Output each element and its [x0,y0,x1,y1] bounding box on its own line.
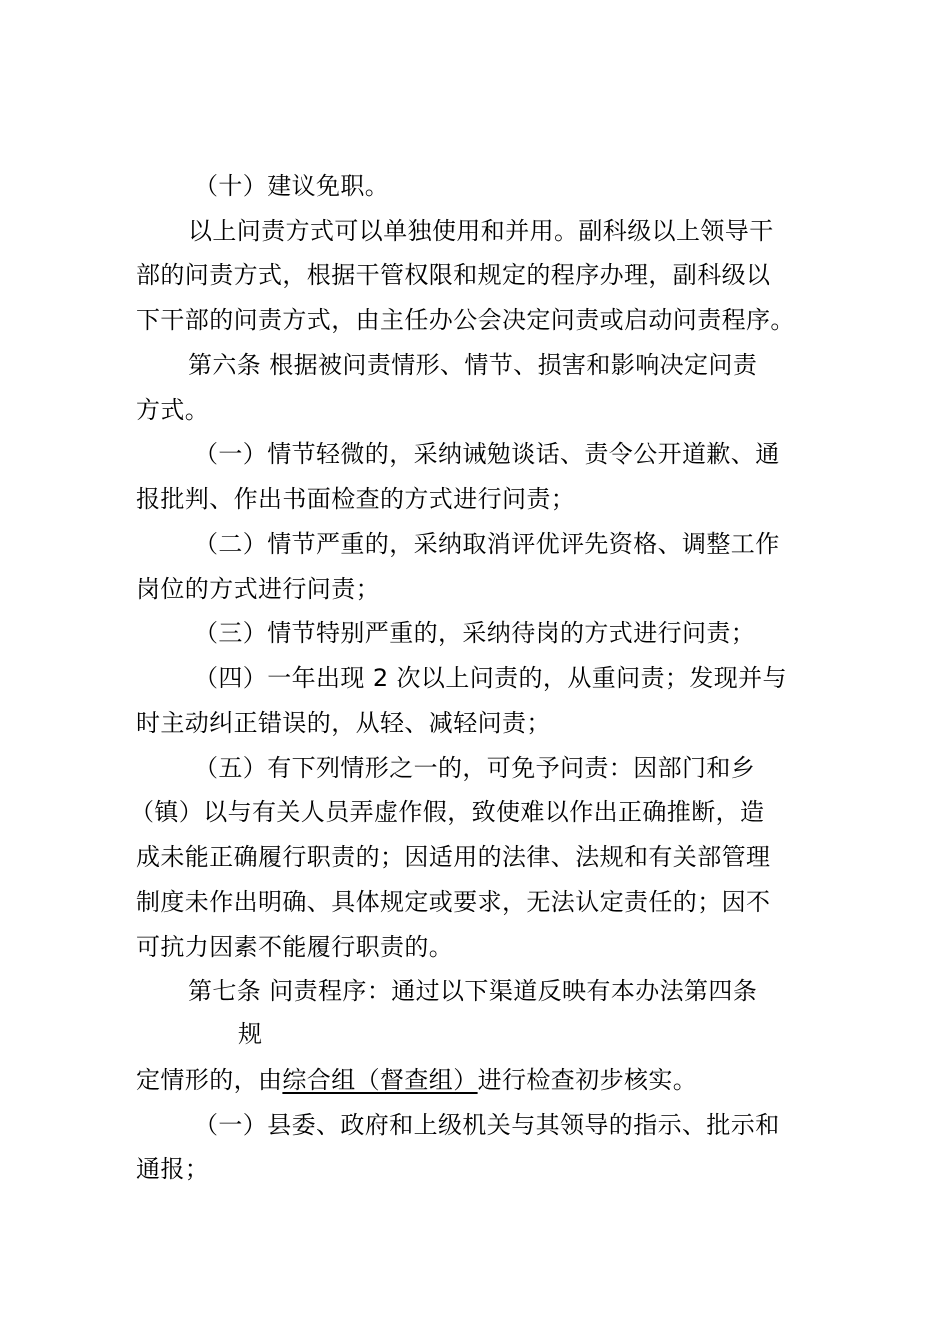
paragraph-line: 成未能正确履行职责的；因适用的法律、法规和有关部管理 [136,843,771,871]
paragraph-line: 规 [238,1020,263,1048]
paragraph-line: 可抗力因素不能履行职责的。 [136,933,454,961]
paragraph-line: 岗位的方式进行问责； [136,575,380,603]
list-item-1: （一）情节轻微的，采纳诫勉谈话、责令公开道歉、通 [194,440,780,468]
paragraph-line: 部的问责方式，根据干管权限和规定的程序办理，副科级以 [136,261,771,289]
list-item-10: （十）建议免职。 [194,172,390,200]
list-item-2: （二）情节严重的，采纳取消评优评先资格、调整工作 [194,530,780,558]
list-item-4: （四）一年出现 2 次以上问责的，从重问责；发现并与 [194,664,787,692]
paragraph-line: 方式。 [136,396,210,424]
paragraph-line: 下干部的问责方式，由主任办公会决定问责或启动问责程序。 [136,306,795,334]
list-item-5: （五）有下列情形之一的，可免予问责：因部门和乡 [194,754,756,782]
paragraph-line: 制度未作出明确、具体规定或要求，无法认定责任的；因不 [136,888,771,916]
paragraph-line: 报批判、作出书面检查的方式进行问责； [136,485,576,513]
text-segment: 定情形的，由 [136,1066,283,1094]
paragraph-line [136,1065,697,1095]
text-segment: 进行检查初步核实。 [477,1066,698,1094]
article-6-heading: 第六条 根据被问责情形、情节、损害和影响决定问责 [188,351,758,379]
paragraph-line: （镇）以与有关人员弄虚作假，致使难以作出正确推断，造 [130,798,765,826]
list-item-3: （三）情节特别严重的，采纳待岗的方式进行问责； [194,619,756,647]
underlined-group-name: 综合组（督查组） [282,1066,478,1094]
paragraph-line: 时主动纠正错误的，从轻、减轻问责； [136,709,551,737]
paragraph-line: 通报； [136,1155,210,1183]
list-item-1: （一）县委、政府和上级机关与其领导的指示、批示和 [194,1111,780,1139]
article-7-heading: 第七条 问责程序：通过以下渠道反映有本办法第四条 [188,977,758,1005]
paragraph-line: 以上问责方式可以单独使用和并用。副科级以上领导干 [188,217,774,245]
